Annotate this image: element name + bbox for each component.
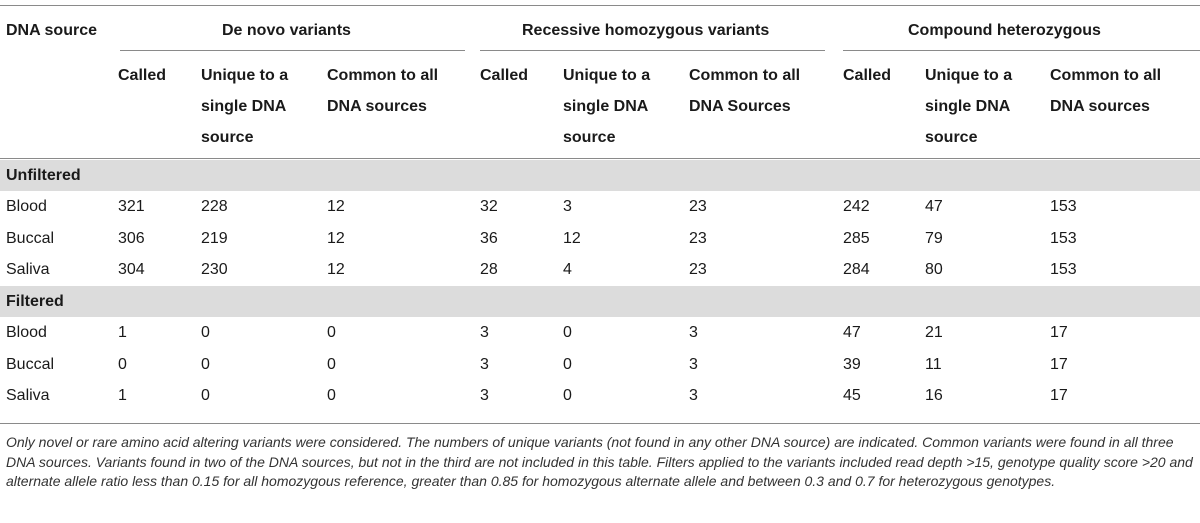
table-top-rule (0, 5, 1200, 6)
cell-compound-common: 17 (1050, 387, 1068, 404)
cell-de-novo-unique: 0 (201, 324, 210, 341)
cell-de-novo-common: 12 (327, 261, 345, 278)
cell-de-novo-unique: 230 (201, 261, 228, 278)
cell-recessive-called: 3 (480, 324, 489, 341)
table-footnote: Only novel or rare amino acid altering variants were considered. The numbers of unique variants (not found in any other DNA source) are indicated. Common variants were found in all three DNA sources. Variants found in two of the DNA sources, but not in the third are not included in this table. Filters applied to the variants included read depth >15, genotype quality score >20 and alternate allele ratio less than 0.15 for all homozygous reference, greater than 0.85 for homozygous alternate allele and between 0.3 and 0.7 for heterozygous genotypes. (6, 434, 1193, 489)
cell-de-novo-called: 304 (118, 261, 145, 278)
cell-recessive-called: 28 (480, 261, 498, 278)
cell-de-novo-unique: 0 (201, 355, 210, 373)
section-label-filtered: Filtered (6, 293, 64, 310)
subheader-called: Called (480, 67, 529, 84)
group-header-compound: Compound heterozygous (908, 22, 1101, 39)
cell-compound-unique: 11 (925, 355, 942, 373)
cell-recessive-common: 23 (689, 198, 707, 215)
cell-de-novo-unique: 0 (201, 387, 210, 404)
cell-recessive-called: 36 (480, 229, 498, 247)
row-source-label: Buccal (6, 355, 55, 373)
cell-compound-called: 39 (843, 355, 861, 373)
cell-de-novo-common: 12 (327, 198, 345, 215)
dna-source-header: DNA source (6, 22, 97, 39)
cell-compound-called: 47 (843, 324, 861, 341)
cell-de-novo-called: 306 (118, 229, 145, 247)
cell-de-novo-called: 321 (118, 198, 145, 215)
cell-recessive-common: 3 (689, 324, 698, 341)
row-source-label: Blood (6, 324, 47, 341)
group-rule-recessive (480, 50, 825, 51)
section-label-unfiltered: Unfiltered (6, 167, 81, 184)
cell-recessive-common: 23 (689, 261, 707, 278)
cell-de-novo-common: 0 (327, 355, 336, 373)
cell-recessive-common: 23 (689, 229, 707, 247)
header-bottom-rule (0, 158, 1200, 159)
cell-compound-unique: 47 (925, 198, 943, 215)
row-source-label: Blood (6, 198, 47, 215)
subheader-common: Common to all DNA Sources (689, 67, 801, 115)
subheader-unique: Unique to a single DNA source (925, 67, 1013, 146)
cell-recessive-called: 32 (480, 198, 498, 215)
cell-compound-unique: 21 (925, 324, 943, 341)
cell-de-novo-called: 0 (118, 355, 127, 373)
row-source-label: Buccal (6, 229, 55, 247)
cell-compound-unique: 79 (925, 229, 943, 247)
row-source-label: Saliva (6, 261, 50, 278)
cell-compound-called: 45 (843, 387, 861, 404)
cell-de-novo-common: 0 (327, 387, 336, 404)
group-header-recessive: Recessive homozygous variants (522, 22, 770, 39)
cell-de-novo-common: 12 (327, 229, 345, 247)
cell-compound-common: 17 (1050, 355, 1068, 373)
cell-compound-common: 153 (1050, 229, 1077, 247)
section-band-unfiltered (0, 160, 1200, 191)
cell-compound-common: 153 (1050, 261, 1077, 278)
cell-recessive-unique: 0 (563, 355, 572, 373)
cell-compound-unique: 80 (925, 261, 943, 278)
subheader-unique: Unique to a single DNA source (201, 67, 289, 146)
cell-de-novo-called: 1 (118, 387, 127, 404)
subheader-common: Common to all DNA sources (1050, 67, 1162, 115)
cell-compound-called: 284 (843, 261, 870, 278)
cell-de-novo-unique: 219 (201, 229, 228, 247)
row-source-label: Saliva (6, 387, 50, 404)
section-band-filtered (0, 286, 1200, 317)
cell-recessive-common: 3 (689, 387, 698, 404)
group-rule-compound (843, 50, 1200, 51)
subheader-called: Called (843, 67, 892, 84)
cell-compound-common: 153 (1050, 198, 1077, 215)
subheader-common: Common to all DNA sources (327, 67, 439, 115)
subheader-unique: Unique to a single DNA source (563, 67, 651, 146)
cell-recessive-unique: 0 (563, 324, 572, 341)
cell-compound-common: 17 (1050, 324, 1068, 341)
table-bottom-rule (0, 423, 1200, 424)
cell-recessive-called: 3 (480, 355, 489, 373)
cell-de-novo-unique: 228 (201, 198, 228, 215)
cell-recessive-unique: 3 (563, 198, 572, 215)
cell-compound-unique: 16 (925, 387, 943, 404)
group-rule-de-novo (120, 50, 465, 51)
group-header-de-novo: De novo variants (222, 22, 351, 39)
cell-recessive-unique: 0 (563, 387, 572, 404)
cell-recessive-unique: 12 (563, 229, 581, 247)
cell-compound-called: 285 (843, 229, 870, 247)
subheader-called: Called (118, 67, 167, 84)
cell-recessive-common: 3 (689, 355, 698, 373)
cell-recessive-called: 3 (480, 387, 489, 404)
cell-recessive-unique: 4 (563, 261, 572, 278)
cell-de-novo-called: 1 (118, 324, 127, 341)
cell-compound-called: 242 (843, 198, 870, 215)
cell-de-novo-common: 0 (327, 324, 336, 341)
